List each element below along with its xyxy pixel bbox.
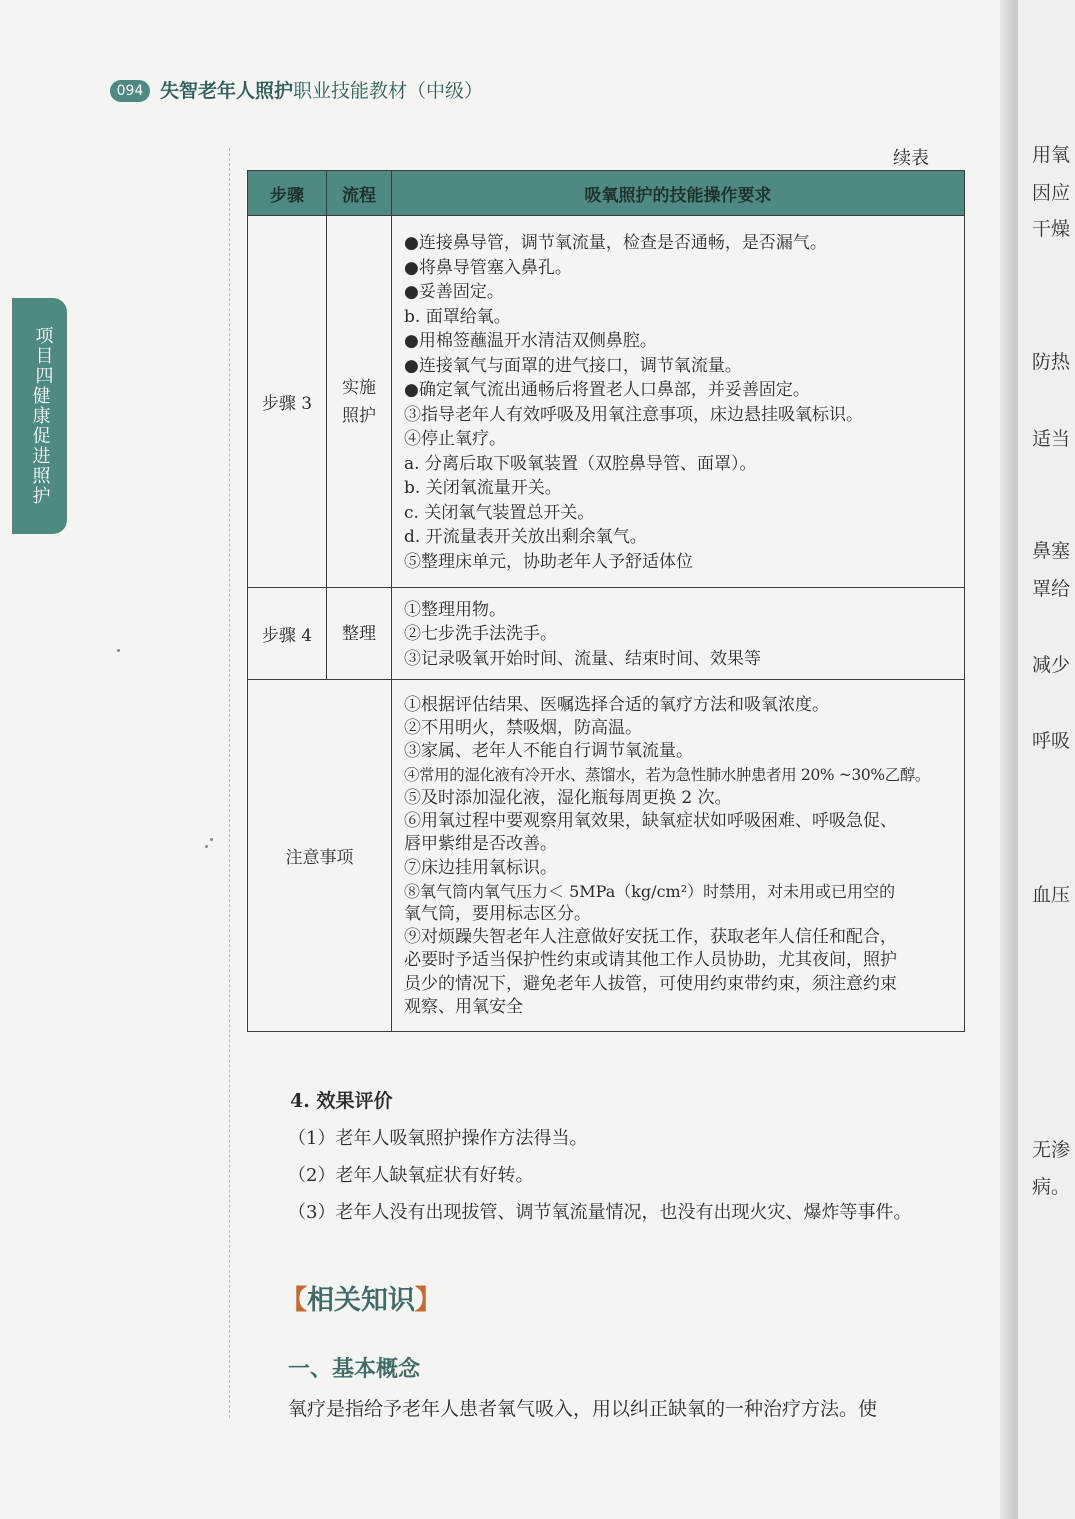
col-header-process: 流程 — [327, 171, 392, 216]
note-line: ⑧氧气筒内氧气压力＜ 5MPa（kg/cm²）时禁用，对未用或已用空的 — [404, 881, 896, 901]
step-cell: 步骤 3 — [248, 216, 327, 588]
evaluation-heading: 4. 效果评价 — [290, 1090, 393, 1112]
requirement-line: ③指导老年人有效呼吸及用氧注意事项，床边悬挂吸氧标识。 — [404, 404, 863, 425]
scan-speck — [117, 649, 120, 652]
related-knowledge-heading — [280, 1278, 442, 1317]
page-number-badge: 094 — [110, 80, 150, 102]
note-line: ③家属、老年人不能自行调节氧流量。 — [404, 741, 693, 762]
related-knowledge-title: 相关知识 — [307, 1285, 415, 1316]
evaluation-item: （3）老年人没有出现拔管、调节氧流量情况，也没有出现火灾、爆炸等事件。 — [288, 1202, 912, 1223]
note-line: ⑦床边挂用氧标识。 — [404, 857, 557, 878]
table-header-row — [248, 171, 965, 216]
note-line: ⑥用氧过程中要观察用氧效果，缺氧症状如呼吸困难、呼吸急促、 — [404, 811, 897, 832]
scan-speck — [210, 838, 213, 841]
process-cell — [327, 588, 392, 680]
note-line: 员少的情况下，避免老年人拔管，可使用约束带约束，须注意约束 — [404, 973, 897, 994]
requirement-line: b. 面罩给氧。 — [404, 306, 511, 327]
side-tab-project: 项目四 — [32, 326, 54, 386]
requirement-line: ●连接氧气与面罩的进气接口，调节氧流量。 — [404, 355, 742, 376]
requirement-line: ●确定氧气流出通畅后将置老人口鼻部，并妥善固定。 — [404, 380, 810, 400]
requirement-line: ●妥善固定。 — [404, 282, 504, 302]
requirement-line: ②七步洗手法洗手。 — [404, 624, 557, 645]
notes-label-cell: 注意事项 — [248, 680, 392, 1032]
chapter-side-tab — [12, 298, 67, 534]
requirement-line: a. 分离后取下吸氧装置（双腔鼻导管、面罩）。 — [404, 453, 757, 474]
process-line: 整理 — [342, 623, 376, 644]
bracket-close: 】 — [415, 1285, 442, 1316]
col-header-step: 步骤 — [248, 171, 327, 216]
note-line: 必要时予适当保护性约束或请其他工作人员协助，尤其夜间，照护 — [404, 950, 897, 971]
facing-page-text: 鼻塞 — [1032, 540, 1071, 562]
facing-page-text: 无渗 — [1032, 1139, 1071, 1161]
side-tab-title: 健康促进照护 — [29, 386, 51, 506]
note-line: ⑨对烦躁失智老年人注意做好安抚工作，获取老年人信任和配合， — [404, 927, 897, 948]
facing-page-text: 干燥 — [1032, 218, 1071, 240]
note-line: ⑤及时添加湿化液，湿化瓶每周更换 2 次。 — [404, 787, 732, 808]
table-row-notes — [248, 680, 965, 1032]
oxygen-care-table — [247, 170, 965, 1032]
notes-cell — [392, 680, 965, 1032]
requirement-line: b. 关闭氧流量开关。 — [404, 478, 562, 498]
requirements-cell — [392, 588, 965, 680]
table-row — [248, 216, 965, 588]
facing-page-text: 罩给 — [1032, 578, 1071, 600]
running-header — [160, 76, 483, 103]
note-line: 氧气筒，要用标志区分。 — [404, 903, 591, 924]
facing-page-text: 防热 — [1032, 351, 1071, 373]
facing-page-text: 呼吸 — [1032, 730, 1071, 752]
requirement-line: ③记录吸氧开始时间、流量、结束时间、效果等 — [404, 648, 761, 669]
requirement-line: ①整理用物。 — [404, 599, 506, 620]
evaluation-item: （2）老年人缺氧症状有好转。 — [288, 1165, 534, 1186]
note-line: 唇甲紫绀是否改善。 — [404, 834, 557, 855]
note-line: 观察、用氧安全 — [404, 996, 523, 1017]
requirement-line: ●将鼻导管塞入鼻孔。 — [404, 257, 572, 278]
facing-page-text: 血压 — [1032, 884, 1071, 906]
requirement-line: ⑤整理床单元，协助老年人予舒适体位 — [404, 551, 693, 572]
facing-page-text: 因应 — [1032, 182, 1071, 204]
note-line: ④常用的湿化液有冷开水、蒸馏水，若为急性肺水肿患者用 20% ~30%乙醇。 — [404, 765, 931, 784]
col-header-requirements: 吸氧照护的技能操作要求 — [392, 171, 965, 216]
process-line: 实施 — [342, 377, 376, 398]
requirement-line: ④停止氧疗。 — [404, 429, 506, 449]
margin-guide-line — [229, 148, 230, 1418]
requirement-line: c. 关闭氧气装置总开关。 — [404, 502, 595, 523]
basic-concept-text: 氧疗是指给予老年人患者氧气吸入，用以纠正缺氧的一种治疗方法。使 — [288, 1398, 878, 1420]
step-cell: 步骤 4 — [248, 588, 327, 680]
note-line: ①根据评估结果、医嘱选择合适的氧疗方法和吸氧浓度。 — [404, 695, 829, 716]
requirement-line: ●用棉签蘸温开水清洁双侧鼻腔。 — [404, 331, 657, 351]
book-title-rest: 职业技能教材（中级） — [293, 80, 484, 102]
requirement-line: d. 开流量表开关放出剩余氧气。 — [404, 527, 647, 547]
process-cell — [327, 216, 392, 588]
process-line: 照护 — [342, 405, 376, 426]
requirement-line: ●连接鼻导管，调节氧流量，检查是否通畅，是否漏气。 — [404, 233, 827, 253]
continued-table-label: 续表 — [893, 148, 929, 169]
facing-page-text: 减少 — [1032, 654, 1071, 676]
basic-concept-heading: 一、基本概念 — [288, 1357, 421, 1382]
table-row — [248, 588, 965, 680]
evaluation-item: （1）老年人吸氧照护操作方法得当。 — [288, 1128, 588, 1149]
note-line: ②不用明火，禁吸烟，防高温。 — [404, 718, 642, 739]
facing-page-text: 用氧 — [1032, 144, 1071, 166]
bracket-open: 【 — [280, 1285, 307, 1316]
book-title-bold: 失智老年人照护 — [160, 80, 294, 102]
requirements-cell — [392, 216, 965, 588]
scan-speck — [205, 845, 208, 848]
facing-page-text: 病。 — [1032, 1176, 1071, 1198]
facing-page-text: 适当 — [1032, 428, 1071, 450]
